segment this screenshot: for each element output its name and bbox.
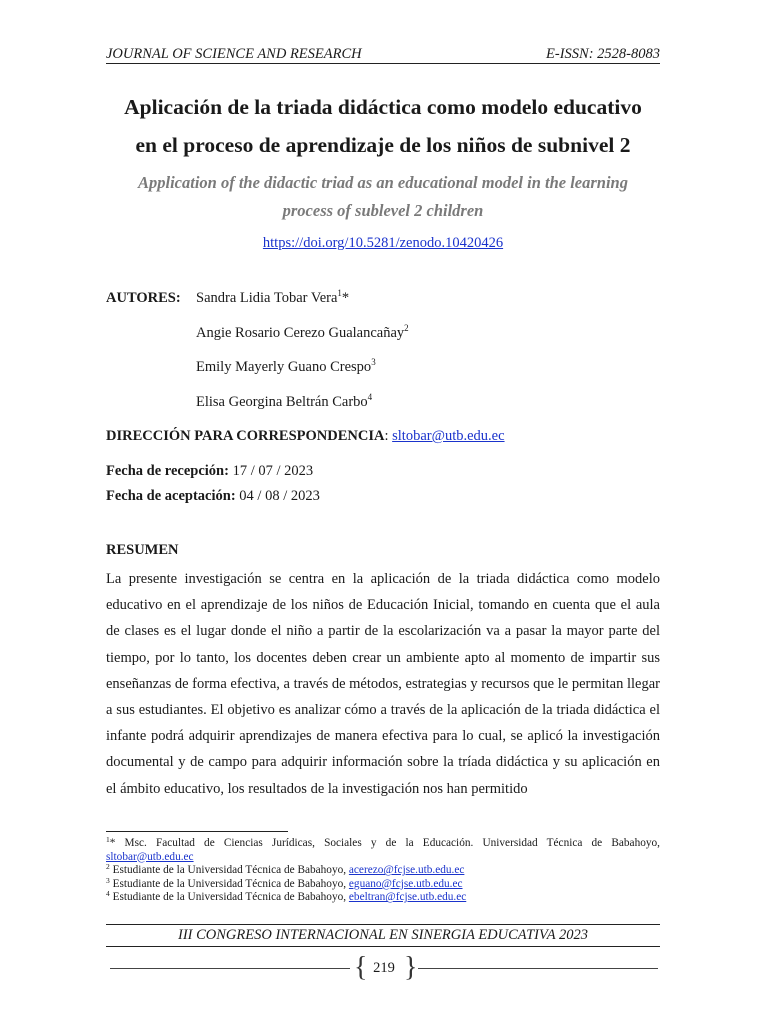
paper-title bbox=[100, 88, 666, 164]
footnote-text: Estudiante de la Universidad Técnica de Babahoyo, bbox=[109, 891, 349, 904]
accepted-date: 04 / 08 / 2023 bbox=[235, 488, 320, 504]
accepted-date-line bbox=[106, 486, 320, 506]
authors-label: AUTORES: bbox=[106, 290, 181, 306]
author-1 bbox=[196, 288, 349, 308]
footnote-4 bbox=[106, 891, 660, 905]
abstract-heading: RESUMEN bbox=[106, 542, 179, 558]
footnote-text: * Msc. Facultad de Ciencias Jurídicas, Sociales y de la Educación. Universidad Técnica de Babahoyo, bbox=[109, 837, 660, 849]
journal-name: JOURNAL OF SCIENCE AND RESEARCH bbox=[106, 46, 362, 62]
congress-footer: III CONGRESO INTERNACIONAL EN SINERGIA EDUCATIVA 2023 bbox=[177, 927, 588, 943]
correspondence-line bbox=[106, 426, 505, 446]
doi-line bbox=[100, 233, 666, 253]
footnote-1 bbox=[106, 837, 660, 864]
page-number: 219 bbox=[373, 960, 395, 976]
subtitle-line-2: process of sublevel 2 children bbox=[282, 201, 484, 220]
page-rule-left bbox=[110, 968, 350, 969]
footer-top-rule bbox=[106, 924, 660, 925]
footnote-email-link[interactable]: sltobar@utb.edu.ec bbox=[106, 850, 194, 863]
received-label: Fecha de recepción: bbox=[106, 463, 229, 479]
footnote-3 bbox=[106, 875, 660, 892]
footnotes bbox=[106, 837, 660, 905]
footnote-email-link[interactable]: acerezo@fcjse.utb.edu.ec bbox=[348, 864, 465, 877]
corresponding-mark: * bbox=[341, 290, 350, 306]
correspondence-separator: : bbox=[384, 428, 393, 444]
author-3 bbox=[196, 357, 376, 377]
footer-bottom-rule bbox=[106, 946, 660, 947]
left-brace-icon: { bbox=[354, 952, 368, 983]
paper-subtitle bbox=[100, 169, 666, 225]
author-mark: 4 bbox=[367, 392, 373, 402]
doi-link[interactable]: https://doi.org/10.5281/zenodo.10420426 bbox=[262, 235, 504, 251]
accepted-label: Fecha de aceptación: bbox=[106, 488, 236, 504]
footnote-text: Estudiante de la Universidad Técnica de Babahoyo, bbox=[109, 864, 349, 877]
footnote-text: Estudiante de la Universidad Técnica de Babahoyo, bbox=[109, 877, 349, 890]
footnote-2 bbox=[106, 864, 660, 878]
footnote-mark: 4 bbox=[106, 889, 110, 899]
author-mark: 2 bbox=[404, 323, 409, 333]
author-name: Sandra Lidia Tobar Vera bbox=[196, 290, 338, 306]
footnote-email-link[interactable]: ebeltran@fcjse.utb.edu.ec bbox=[348, 891, 467, 904]
correspondence-label: DIRECCIÓN PARA CORRESPONDENCIA bbox=[106, 428, 385, 444]
running-header bbox=[106, 44, 660, 64]
page-rule-right bbox=[418, 968, 658, 969]
author-name: Angie Rosario Cerezo Gualancañay bbox=[196, 325, 405, 341]
title-line-2: en el proceso de aprendizaje de los niños de subnivel 2 bbox=[135, 133, 631, 157]
author-mark: 1 bbox=[337, 288, 342, 298]
author-name: Emily Mayerly Guano Crespo bbox=[196, 359, 372, 375]
author-name: Elisa Georgina Beltrán Carbo bbox=[196, 394, 368, 410]
received-date: 17 / 07 / 2023 bbox=[228, 463, 314, 479]
author-mark: 3 bbox=[371, 357, 376, 367]
footnote-separator bbox=[106, 831, 288, 832]
right-brace-icon: } bbox=[404, 952, 418, 983]
subtitle-line-1: Application of the didactic triad as an educational model in the learning bbox=[138, 173, 628, 192]
footnote-mark: 1 bbox=[106, 835, 110, 844]
abstract-text: La presente investigación se centra en la aplicación de la triada didáctica como modelo educativo en el aprendizaje de los niños de Educación Inicial, tomando en cuenta que el aula de clases es el lugar donde el niño a partir de la escolarización va a pasar la mayor parte del tiempo, por lo tanto, los docentes deben crear un ambiente apto al momento de impartir sus enseñanzas de forma efectiva, a través de métodos, estrategias y recursos que le permitan llegar a sus estudiantes. El objetivo es analizar cómo a través de la aplicación de la triada didáctica el infante podrá adquirir aprendizajes de manera efectiva para lo cual, se aplicó la investigación documental y de campo para adquirir información sobre la tríada didáctica y su aplicación en el ámbito educativo, los resultados de la investigación nos han permitido bbox=[106, 571, 660, 797]
footnote-mark: 2 bbox=[106, 862, 110, 872]
author-4 bbox=[196, 392, 372, 412]
received-date-line bbox=[106, 461, 313, 481]
footnote-email-link[interactable]: eguano@fcjse.utb.edu.ec bbox=[348, 877, 463, 890]
author-2 bbox=[196, 323, 409, 343]
title-line-1: Aplicación de la triada didáctica como modelo educativo bbox=[124, 95, 642, 119]
correspondence-email-link[interactable]: sltobar@utb.edu.ec bbox=[392, 428, 505, 444]
footnote-mark: 3 bbox=[106, 875, 110, 885]
issn: E-ISSN: 2528-8083 bbox=[546, 46, 660, 62]
